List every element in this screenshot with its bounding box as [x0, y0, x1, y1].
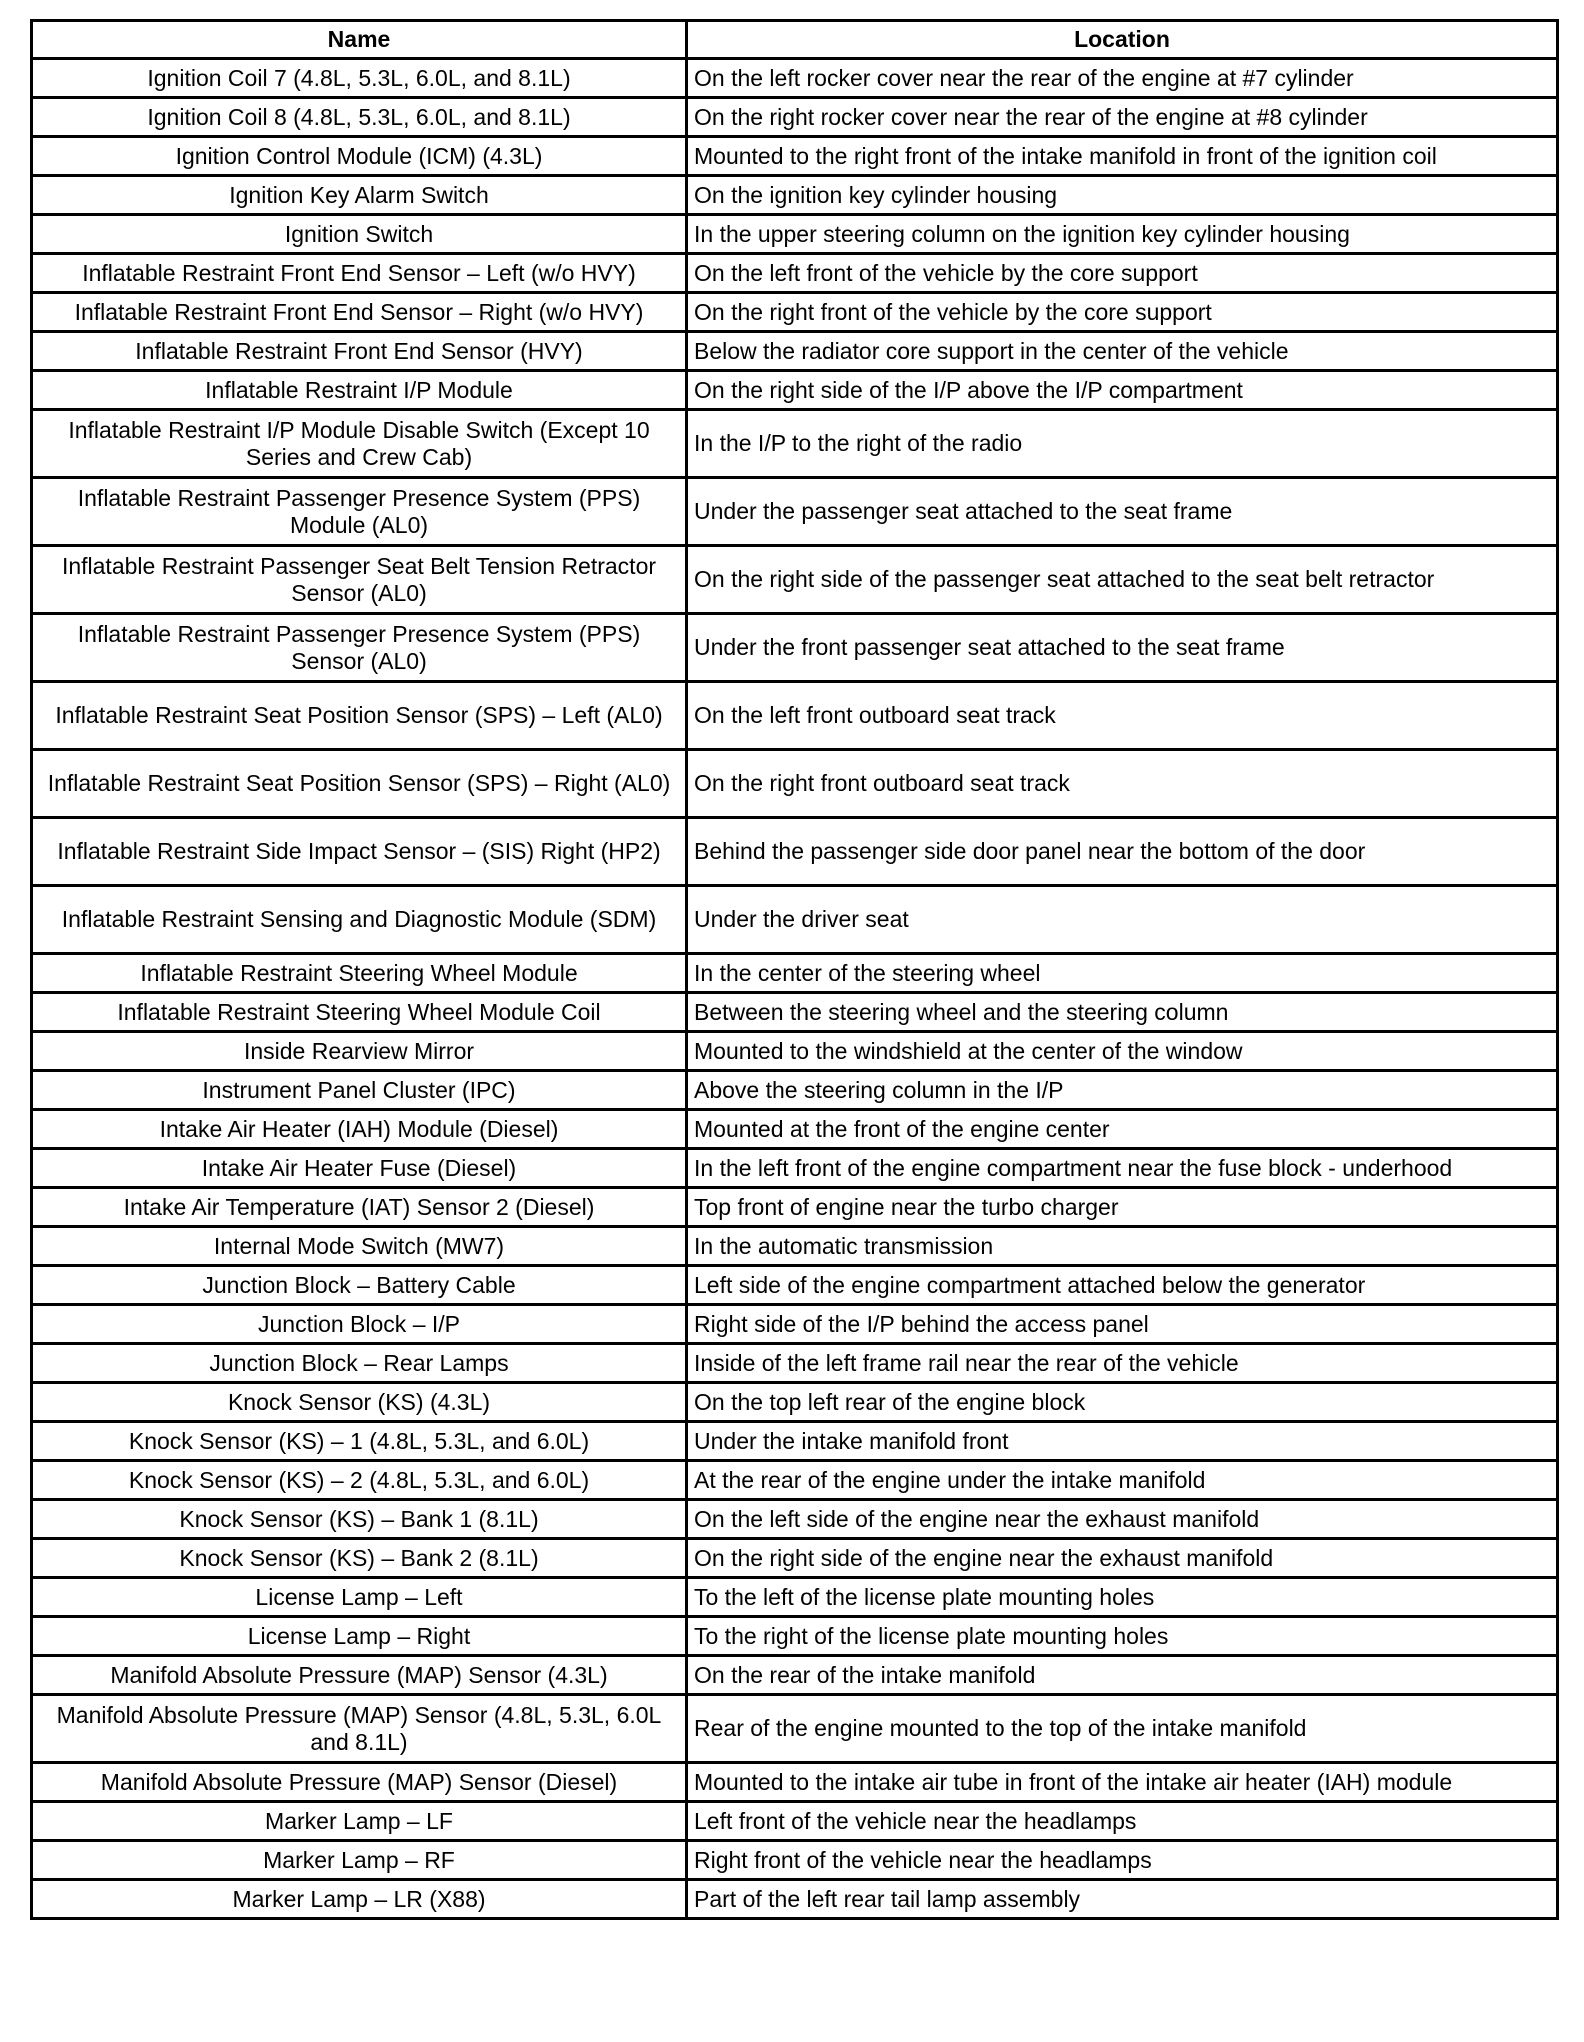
- component-location: Between the steering wheel and the steering column: [687, 993, 1558, 1032]
- component-name: License Lamp – Right: [32, 1617, 687, 1656]
- component-location: On the right rocker cover near the rear of the engine at #8 cylinder: [687, 98, 1558, 137]
- table-row: [32, 1110, 1558, 1149]
- component-name: Knock Sensor (KS) (4.3L): [32, 1383, 687, 1422]
- component-name: Knock Sensor (KS) – 1 (4.8L, 5.3L, and 6.0L): [32, 1422, 687, 1461]
- table-row: [32, 1149, 1558, 1188]
- table-row: [32, 1032, 1558, 1071]
- table-row: [32, 682, 1558, 750]
- table-row: [32, 1227, 1558, 1266]
- table-row: [32, 1695, 1558, 1763]
- table-row: [32, 1880, 1558, 1919]
- table-row: [32, 410, 1558, 478]
- table-row: [32, 1305, 1558, 1344]
- component-name: Inflatable Restraint Seat Position Sensor (SPS) – Left (AL0): [32, 682, 687, 750]
- component-name: Inflatable Restraint Front End Sensor – Left (w/o HVY): [32, 254, 687, 293]
- table-row: [32, 371, 1558, 410]
- table-row: [32, 1461, 1558, 1500]
- table-row: [32, 1071, 1558, 1110]
- component-name: Inflatable Restraint Front End Sensor (HVY): [32, 332, 687, 371]
- component-name: Intake Air Temperature (IAT) Sensor 2 (Diesel): [32, 1188, 687, 1227]
- table-row: [32, 478, 1558, 546]
- component-location: Under the intake manifold front: [687, 1422, 1558, 1461]
- component-location: Inside of the left frame rail near the rear of the vehicle: [687, 1344, 1558, 1383]
- component-location: Mounted to the windshield at the center of the window: [687, 1032, 1558, 1071]
- component-name: Inflatable Restraint Side Impact Sensor – (SIS) Right (HP2): [32, 818, 687, 886]
- component-name: Junction Block – I/P: [32, 1305, 687, 1344]
- component-location: On the right side of the I/P above the I/P compartment: [687, 371, 1558, 410]
- header-location: Location: [687, 21, 1558, 59]
- component-name: Manifold Absolute Pressure (MAP) Sensor (4.3L): [32, 1656, 687, 1695]
- component-location: In the automatic transmission: [687, 1227, 1558, 1266]
- component-name: Inflatable Restraint Steering Wheel Module Coil: [32, 993, 687, 1032]
- component-name: Inflatable Restraint Steering Wheel Module: [32, 954, 687, 993]
- component-location: Mounted to the right front of the intake manifold in front of the ignition coil: [687, 137, 1558, 176]
- component-name: Inflatable Restraint I/P Module: [32, 371, 687, 410]
- component-location: Right front of the vehicle near the headlamps: [687, 1841, 1558, 1880]
- component-name: Inflatable Restraint Passenger Seat Belt Tension Retractor Sensor (AL0): [32, 546, 687, 614]
- component-location: On the right front of the vehicle by the core support: [687, 293, 1558, 332]
- component-location: Part of the left rear tail lamp assembly: [687, 1880, 1558, 1919]
- component-location: In the upper steering column on the ignition key cylinder housing: [687, 215, 1558, 254]
- table-row: [32, 1539, 1558, 1578]
- component-name: Marker Lamp – LR (X88): [32, 1880, 687, 1919]
- table-row: [32, 176, 1558, 215]
- component-name: Inflatable Restraint Sensing and Diagnostic Module (SDM): [32, 886, 687, 954]
- component-name: Knock Sensor (KS) – Bank 1 (8.1L): [32, 1500, 687, 1539]
- table-row: [32, 818, 1558, 886]
- table-row: [32, 750, 1558, 818]
- component-location: On the left front outboard seat track: [687, 682, 1558, 750]
- component-location: On the top left rear of the engine block: [687, 1383, 1558, 1422]
- component-name: Inflatable Restraint I/P Module Disable Switch (Except 10 Series and Crew Cab): [32, 410, 687, 478]
- table-row: [32, 1188, 1558, 1227]
- component-location: On the ignition key cylinder housing: [687, 176, 1558, 215]
- component-name: Inflatable Restraint Passenger Presence System (PPS) Module (AL0): [32, 478, 687, 546]
- table-row: [32, 1802, 1558, 1841]
- table-row: [32, 1763, 1558, 1802]
- component-location: On the right side of the engine near the exhaust manifold: [687, 1539, 1558, 1578]
- component-location: Left front of the vehicle near the headlamps: [687, 1802, 1558, 1841]
- component-name: Ignition Control Module (ICM) (4.3L): [32, 137, 687, 176]
- component-name: Intake Air Heater (IAH) Module (Diesel): [32, 1110, 687, 1149]
- component-name: Ignition Key Alarm Switch: [32, 176, 687, 215]
- component-location: Under the passenger seat attached to the seat frame: [687, 478, 1558, 546]
- table-row: [32, 1578, 1558, 1617]
- component-name: Intake Air Heater Fuse (Diesel): [32, 1149, 687, 1188]
- component-location: Mounted to the intake air tube in front of the intake air heater (IAH) module: [687, 1763, 1558, 1802]
- component-location: Right side of the I/P behind the access panel: [687, 1305, 1558, 1344]
- component-name: License Lamp – Left: [32, 1578, 687, 1617]
- component-location: Under the driver seat: [687, 886, 1558, 954]
- table-row: [32, 59, 1558, 98]
- component-location: On the right front outboard seat track: [687, 750, 1558, 818]
- table-row: [32, 293, 1558, 332]
- component-location: Below the radiator core support in the center of the vehicle: [687, 332, 1558, 371]
- component-location: Behind the passenger side door panel near the bottom of the door: [687, 818, 1558, 886]
- table-row: [32, 1383, 1558, 1422]
- component-location: Under the front passenger seat attached to the seat frame: [687, 614, 1558, 682]
- component-location: Left side of the engine compartment attached below the generator: [687, 1266, 1558, 1305]
- component-name: Ignition Coil 8 (4.8L, 5.3L, 6.0L, and 8.1L): [32, 98, 687, 137]
- component-location: Top front of engine near the turbo charger: [687, 1188, 1558, 1227]
- component-location: Rear of the engine mounted to the top of the intake manifold: [687, 1695, 1558, 1763]
- component-location-table: [30, 19, 1559, 1920]
- table-row: [32, 137, 1558, 176]
- table-row: [32, 1344, 1558, 1383]
- component-location: In the I/P to the right of the radio: [687, 410, 1558, 478]
- component-location: On the left side of the engine near the exhaust manifold: [687, 1500, 1558, 1539]
- table-row: [32, 546, 1558, 614]
- component-name: Junction Block – Rear Lamps: [32, 1344, 687, 1383]
- component-location: To the left of the license plate mounting holes: [687, 1578, 1558, 1617]
- table-row: [32, 98, 1558, 137]
- component-location: In the center of the steering wheel: [687, 954, 1558, 993]
- component-name: Instrument Panel Cluster (IPC): [32, 1071, 687, 1110]
- component-name: Inflatable Restraint Front End Sensor – Right (w/o HVY): [32, 293, 687, 332]
- component-location-table-container: [30, 19, 1559, 1920]
- table-row: [32, 1266, 1558, 1305]
- table-row: [32, 1500, 1558, 1539]
- table-row: [32, 954, 1558, 993]
- component-location: At the rear of the engine under the intake manifold: [687, 1461, 1558, 1500]
- table-row: [32, 332, 1558, 371]
- table-row: [32, 993, 1558, 1032]
- component-location: To the right of the license plate mounting holes: [687, 1617, 1558, 1656]
- component-name: Inside Rearview Mirror: [32, 1032, 687, 1071]
- component-name: Marker Lamp – LF: [32, 1802, 687, 1841]
- component-location: Above the steering column in the I/P: [687, 1071, 1558, 1110]
- table-row: [32, 1656, 1558, 1695]
- component-name: Ignition Switch: [32, 215, 687, 254]
- component-location: On the right side of the passenger seat attached to the seat belt retractor: [687, 546, 1558, 614]
- component-location: On the rear of the intake manifold: [687, 1656, 1558, 1695]
- header-name: Name: [32, 21, 687, 59]
- component-name: Manifold Absolute Pressure (MAP) Sensor (Diesel): [32, 1763, 687, 1802]
- table-row: [32, 614, 1558, 682]
- component-name: Marker Lamp – RF: [32, 1841, 687, 1880]
- component-name: Knock Sensor (KS) – Bank 2 (8.1L): [32, 1539, 687, 1578]
- component-location: On the left front of the vehicle by the core support: [687, 254, 1558, 293]
- component-name: Knock Sensor (KS) – 2 (4.8L, 5.3L, and 6.0L): [32, 1461, 687, 1500]
- component-name: Ignition Coil 7 (4.8L, 5.3L, 6.0L, and 8.1L): [32, 59, 687, 98]
- component-name: Inflatable Restraint Passenger Presence System (PPS) Sensor (AL0): [32, 614, 687, 682]
- component-name: Junction Block – Battery Cable: [32, 1266, 687, 1305]
- component-name: Internal Mode Switch (MW7): [32, 1227, 687, 1266]
- header-row: [32, 21, 1558, 59]
- table-row: [32, 1617, 1558, 1656]
- table-row: [32, 215, 1558, 254]
- table-row: [32, 886, 1558, 954]
- component-name: Manifold Absolute Pressure (MAP) Sensor (4.8L, 5.3L, 6.0L and 8.1L): [32, 1695, 687, 1763]
- component-location: On the left rocker cover near the rear of the engine at #7 cylinder: [687, 59, 1558, 98]
- table-row: [32, 1422, 1558, 1461]
- table-row: [32, 254, 1558, 293]
- component-location: Mounted at the front of the engine center: [687, 1110, 1558, 1149]
- component-name: Inflatable Restraint Seat Position Sensor (SPS) – Right (AL0): [32, 750, 687, 818]
- component-location: In the left front of the engine compartment near the fuse block - underhood: [687, 1149, 1558, 1188]
- table-row: [32, 1841, 1558, 1880]
